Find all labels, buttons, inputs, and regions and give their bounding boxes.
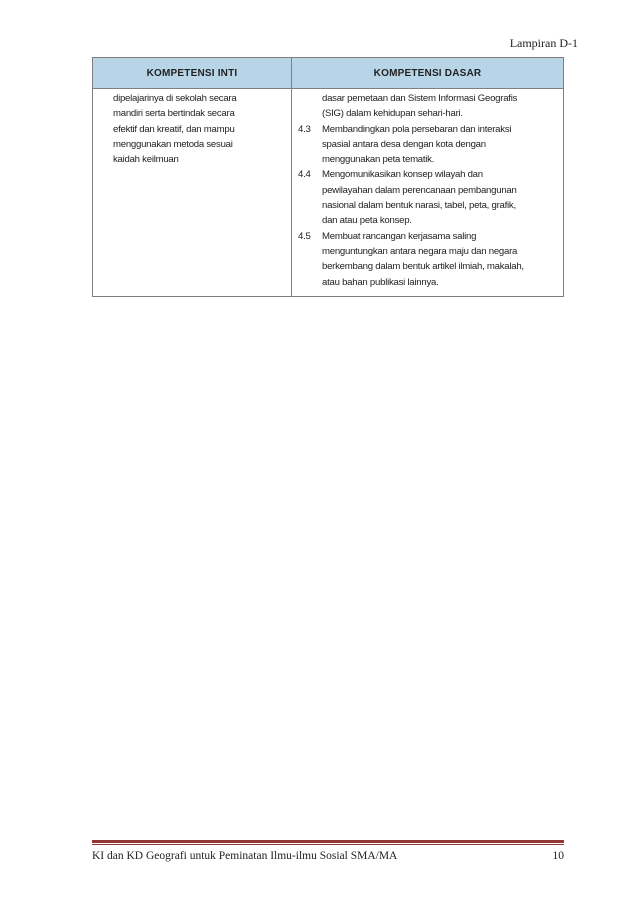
kd-line: nasional dalam bentuk narasi, tabel, peta, grafik, — [322, 200, 516, 212]
kd-number — [292, 91, 322, 122]
kd-line: Mengomunikasikan konsep wilayah dan — [322, 169, 483, 181]
ki-line: efektif dan kreatif, dan mampu — [113, 123, 235, 135]
ki-cell — [93, 89, 292, 297]
kd-line: dan atau peta konsep. — [322, 215, 412, 227]
column-header-ki: KOMPETENSI INTI — [93, 58, 292, 89]
kd-line: (SIG) dalam kehidupan sehari-hari. — [322, 108, 463, 120]
kd-line: spasial antara desa dengan kota dengan — [322, 138, 486, 150]
column-header-kd: KOMPETENSI DASAR — [292, 58, 564, 89]
kd-line: pewilayahan dalam perencanaan pembangunan — [322, 184, 517, 196]
ki-line: menggunakan metoda sesuai — [113, 138, 233, 150]
kd-line: Membandingkan pola persebaran dan interaksi — [322, 123, 512, 135]
footer-divider-thin — [92, 844, 564, 845]
footer-divider — [92, 840, 564, 843]
page-number: 10 — [552, 850, 564, 862]
kd-number: 4.4 — [298, 169, 311, 181]
ki-line: kaidah keilmuan — [113, 154, 179, 166]
table-row — [93, 89, 564, 297]
kd-line: menggunakan peta tematik. — [322, 154, 435, 166]
ki-line: mandiri serta bertindak secara — [113, 108, 235, 120]
kd-number: 4.5 — [298, 230, 311, 242]
kd-item — [292, 91, 563, 122]
kd-cell — [292, 89, 564, 297]
kd-line: dasar pemetaan dan Sistem Informasi Geografis — [322, 93, 518, 104]
appendix-label: Lampiran D-1 — [509, 36, 578, 50]
kd-item — [292, 229, 563, 290]
kd-text — [322, 122, 563, 168]
kd-number: 4.3 — [298, 123, 311, 135]
kd-text — [322, 167, 563, 228]
kd-text — [322, 229, 563, 290]
footer-title: KI dan KD Geografi untuk Peminatan Ilmu-ilmu Sosial SMA/MA — [92, 850, 398, 862]
kd-line: Membuat rancangan kerjasama saling — [322, 230, 477, 242]
kd-text — [322, 91, 563, 122]
kd-item — [292, 167, 563, 228]
ki-text — [93, 91, 283, 167]
kd-line: atau bahan publikasi lainnya. — [322, 276, 439, 288]
kd-line: menguntungkan antara negara maju dan negara — [322, 245, 518, 257]
kd-line: berkembang dalam bentuk artikel ilmiah, makalah, — [322, 261, 524, 273]
ki-line: dipelajarinya di sekolah secara — [113, 93, 237, 104]
kd-list — [292, 91, 563, 290]
kd-item — [292, 122, 563, 168]
competency-table — [92, 57, 564, 297]
